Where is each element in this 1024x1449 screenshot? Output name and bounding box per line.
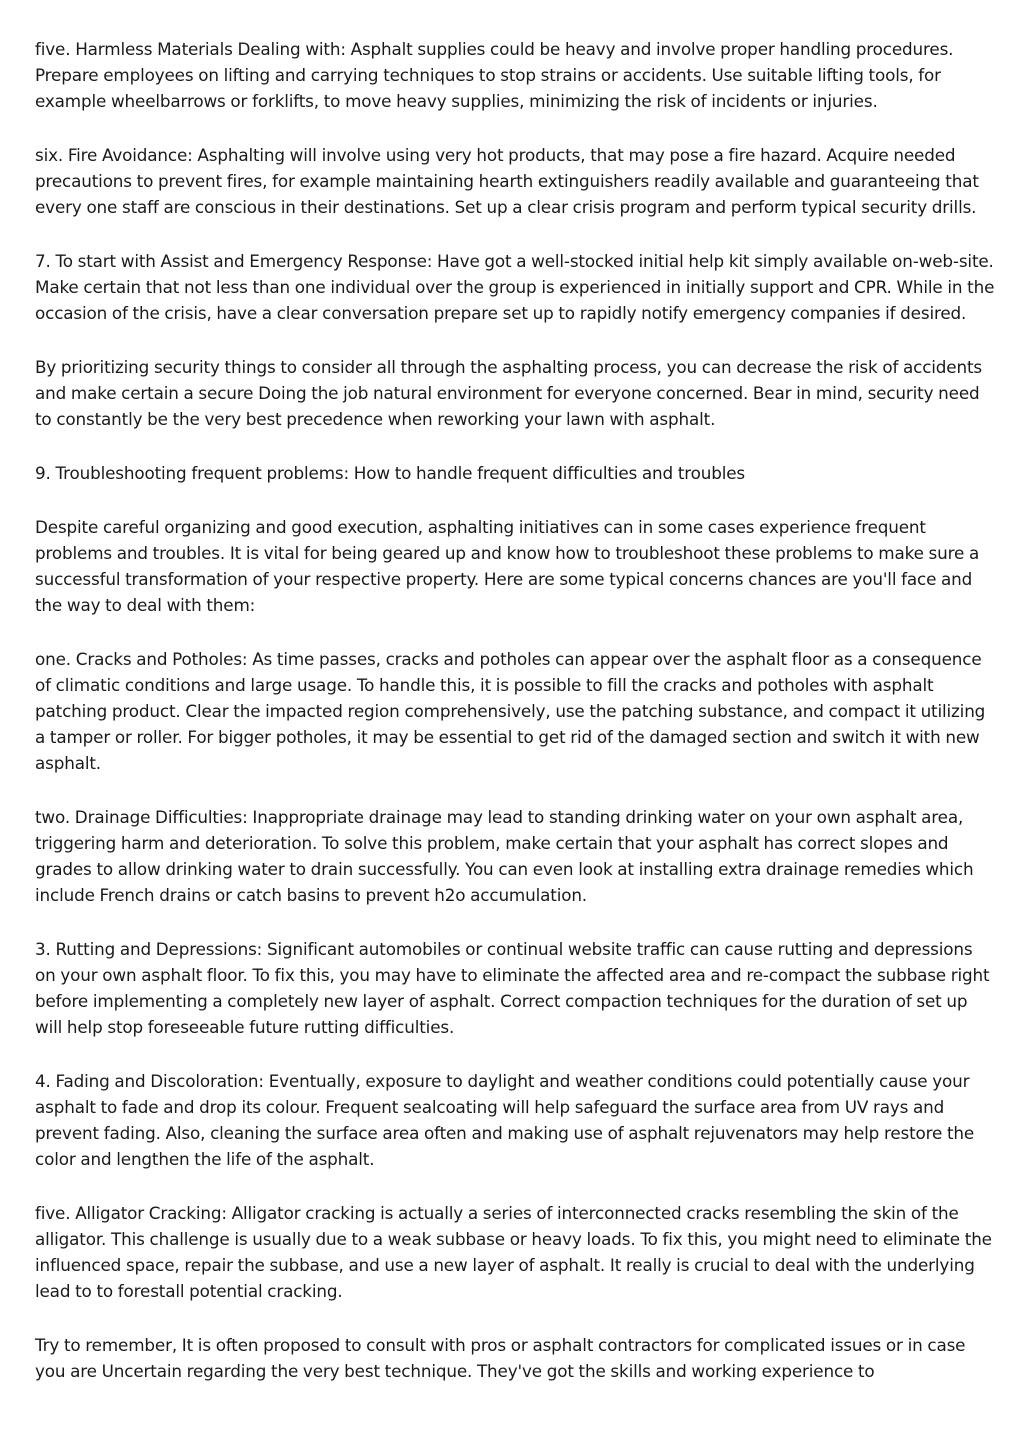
- paragraph-cracks-potholes: one. Cracks and Potholes: As time passes, cracks and potholes can appear over the asphalt floor as a consequence of climatic conditions and large usage. To handle this, it is possible to fill the cracks and potholes with asphalt patching product. Clear the impacted region comprehensively, use the patching substance, and compact it utilizing a tamper or roller. For bigger potholes, it may be essential to get rid of the damaged section and switch it with new asphalt.: [35, 649, 986, 773]
- paragraph-materials-handling: five. Harmless Materials Dealing with: Asphalt supplies could be heavy and involve proper handling procedures. Prepare employees on lifting and carrying techniques to stop strains or accidents. Use suitable lifting tools, for example wheelbarrows or forklifts, to move heavy supplies, minimizing the risk of incidents or injuries.: [35, 39, 954, 111]
- paragraph-troubleshooting-intro: Despite careful organizing and good execution, asphalting initiatives can in some cases experience frequent problems and troubles. It is vital for being geared up and know how to troubleshoot these problems to make sure a successful transformation of your respective property. Here are some typical concerns chances are you'll face and the way to deal with them:: [35, 517, 980, 615]
- paragraph-alligator-cracking: five. Alligator Cracking: Alligator cracking is actually a series of interconnected cracks resembling the skin of the alligator. This challenge is usually due to a weak subbase or heavy loads. To fix this, you might need to eliminate the influenced space, repair the subbase, and use a new layer of asphalt. It really is crucial to deal with the underlying lead to to forestall potential cracking.: [35, 1203, 992, 1301]
- paragraph-safety-summary: By prioritizing security things to consider all through the asphalting process, you can decrease the risk of accidents and make certain a secure Doing the job natural environment for everyone concerned. Bear in mind, security need to constantly be the very best precedence when reworking your lawn with asphalt.: [35, 357, 982, 429]
- paragraph-fading: 4. Fading and Discoloration: Eventually, exposure to daylight and weather conditions could potentially cause your asphalt to fade and drop its colour. Frequent sealcoating will help safeguard the surface area from UV rays and prevent fading. Also, cleaning the surface area often and making use of asphalt rejuvenators may help restore the color and lengthen the life of the asphalt.: [35, 1071, 975, 1169]
- paragraph-consult-pros: Try to remember, It is often proposed to consult with pros or asphalt contractors for complicated issues or in case you are Uncertain regarding the very best technique. They've got the skills and working experience to: [35, 1335, 966, 1381]
- document-page: [35, 36, 995, 1412]
- paragraph-fire-avoidance: six. Fire Avoidance: Asphalting will involve using very hot products, that may pose a fire hazard. Acquire needed precautions to prevent fires, for example maintaining hearth extinguishers readily available and guaranteeing that every one staff are conscious in their destinations. Set up a clear crisis program and perform typical security drills.: [35, 145, 979, 217]
- section-heading-troubleshooting: 9. Troubleshooting frequent problems: How to handle frequent difficulties and troubles: [35, 463, 746, 483]
- paragraph-rutting: 3. Rutting and Depressions: Significant automobiles or continual website traffic can cause rutting and depressions on your own asphalt floor. To fix this, you may have to eliminate the affected area and re-compact the subbase right before implementing a completely new layer of asphalt. Correct compaction techniques for the duration of set up will help stop foreseeable future rutting difficulties.: [35, 939, 990, 1037]
- paragraph-first-aid: 7. To start with Assist and Emergency Response: Have got a well-stocked initial help kit simply available on-web-site. Make certain that not less than one individual over the group is experienced in initially support and CPR. While in the occasion of the crisis, have a clear conversation prepare set up to rapidly notify emergency companies if desired.: [35, 251, 995, 323]
- paragraph-drainage: two. Drainage Difficulties: Inappropriate drainage may lead to standing drinking water on your own asphalt area, triggering harm and deterioration. To solve this problem, make certain that your asphalt has correct slopes and grades to allow drinking water to drain successfully. You can even look at installing extra drainage remedies which include French drains or catch basins to prevent h2o accumulation.: [35, 807, 974, 905]
